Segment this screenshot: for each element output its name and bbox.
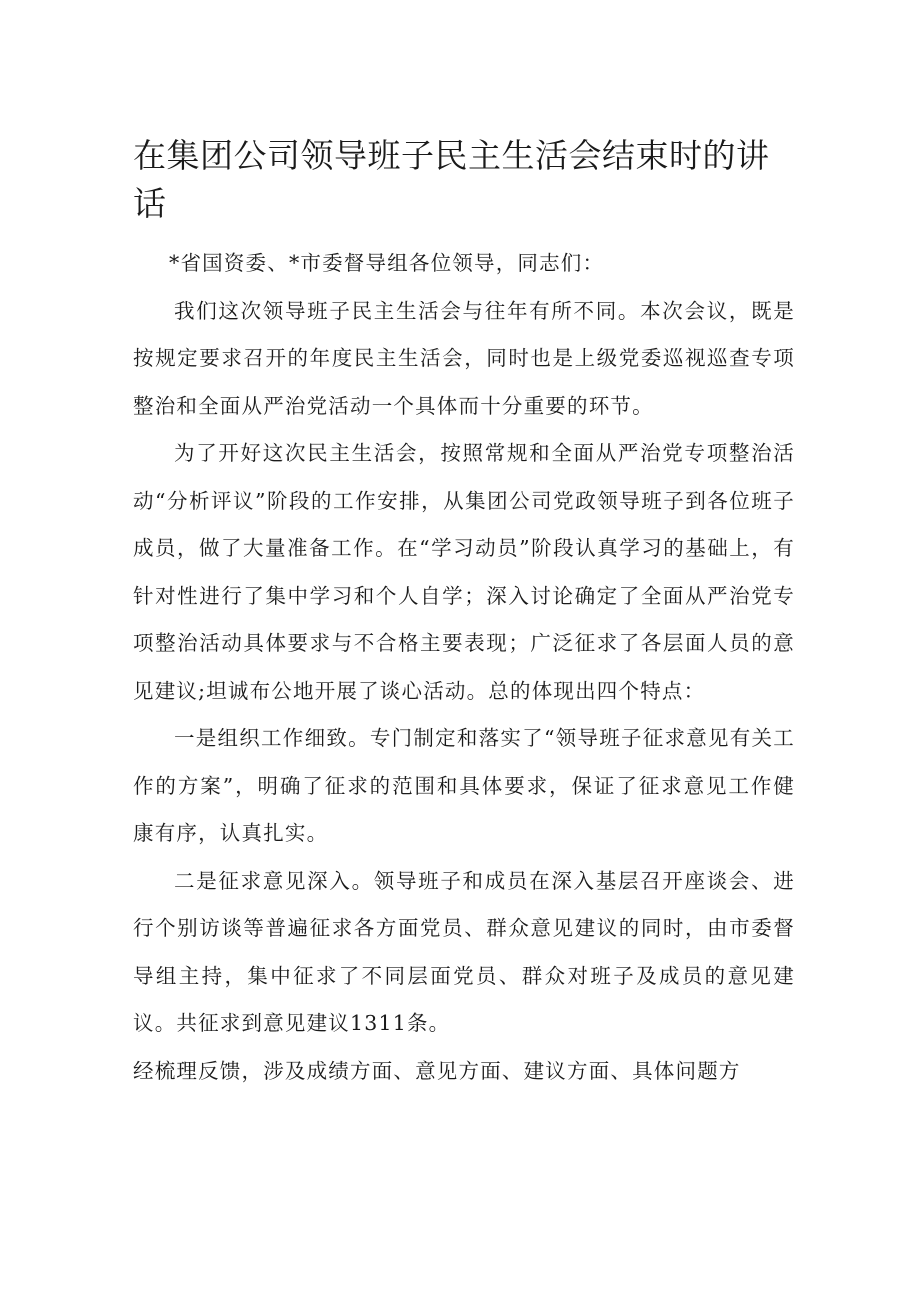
paragraph-1: 我们这次领导班子民主生活会与往年有所不同。本次会议，既是按规定要求召开的年度民主生活会，同时也是上级党委巡视巡查专项整治和全面从严治党活动一个具体而十分重要的环节。 [133, 298, 795, 418]
document-title: 在集团公司领导班子民主生活会结束时的讲话 [133, 136, 770, 223]
paragraph-2: 为了开好这次民主生活会，按照常规和全面从严治党专项整治活动“分析评议”阶段的工作安排，从集团公司党政领导班子到各位班子成员，做了大量准备工作。在“学习动员”阶段认真学习的基础上，有针对性进行了集中学习和个人自学；深入讨论确定了全面从严治党专项整治活动具体要求与不合格主要表现；广泛征求了各层面人员的意见建议;坦诚布公地开展了谈心活动。总的体现出四个特点： [133, 441, 795, 703]
greeting: *省国资委、*市委督导组各位领导，同志们： [169, 251, 605, 275]
paragraph-3: 一是组织工作细致。专门制定和落实了“领导班子征求意见有关工作的方案”，明确了征求的范围和具体要求，保证了征求意见工作健康有序，认真扎实。 [133, 726, 795, 845]
document-body [133, 132, 795, 1095]
paragraph-5: 经梳理反馈，涉及成绩方面、意见方面、建议方面、具体问题方 [133, 1058, 741, 1083]
paragraph-4: 二是征求意见深入。领导班子和成员在深入基层召开座谈会、进行个别访谈等普遍征求各方面党员、群众意见建议的同时，由市委督导组主持，集中征求了不同层面党员、群众对班子及成员的意见建议。共征求到意见建议1311条。 [133, 868, 795, 1035]
